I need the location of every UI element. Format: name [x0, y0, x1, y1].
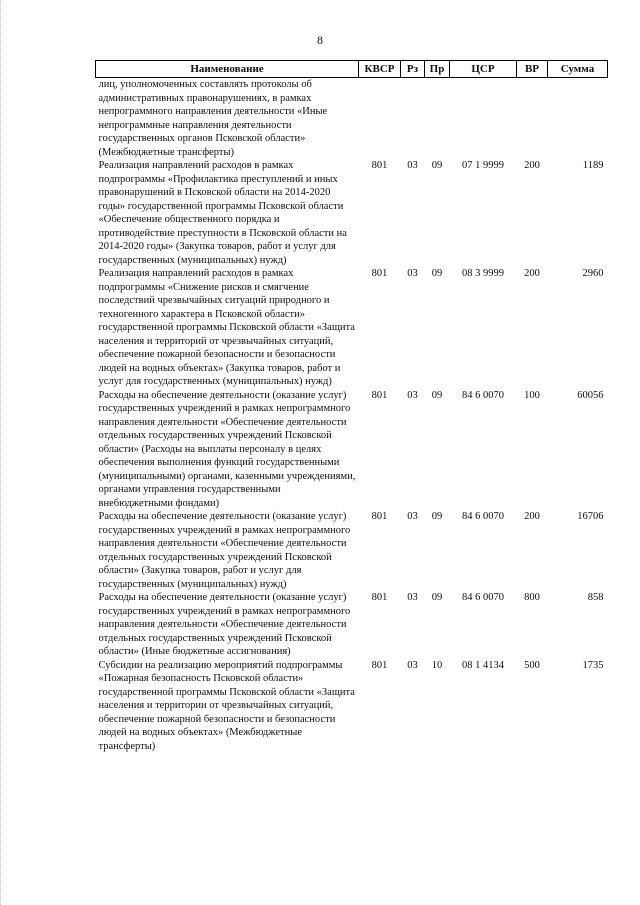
row-kvsr: 801 — [371, 160, 388, 171]
row-vr — [517, 78, 548, 160]
header-pr: Пр — [425, 61, 450, 78]
row-csr: 08 3 9999 — [462, 268, 504, 279]
row-pr — [425, 78, 450, 160]
row-vr: 200 — [524, 160, 540, 171]
row-name: Реализация направлений расходов в рамках подпрограммы «Профилактика преступлений и иных правонарушений в Псковской области на 2014-2020 годы» государственной программы Псковской области «Обеспечение общественного порядка и противодействие преступности в Псковской области на 2014-2020 годы» (Закупка товаров, работ и услуг для государственных (муниципальных) нужд) — [98, 160, 347, 266]
row-kvsr — [359, 78, 401, 160]
row-name: лиц, уполномоченных составлять протоколы об административных правонарушениях, в рамках непрограммного направления деятельности «Иные непрограммные направления деятельности государственных органов Псковской области» (Межбюджетные трансферты) — [98, 79, 328, 158]
row-kvsr: 801 — [371, 592, 388, 603]
row-pr: 09 — [431, 592, 443, 603]
header-kvsr: КВСР — [359, 61, 401, 78]
header-vr: ВР — [517, 61, 548, 78]
row-name: Реализация направлений расходов в рамках подпрограммы «Снижение рисков и смягчение последствий чрезвычайных ситуаций природного и техногенного характера в Псковской области» государственной программы Псковской области «Защита населения и территорий от чрезвычайных ситуаций, обеспечение пожарной безопасности и безопасности людей на водных объектах» (Закупка товаров, работ и услуг для государственных (муниципальных) нужд) — [98, 268, 355, 387]
row-rz: 03 — [407, 659, 418, 671]
row-kvsr: 801 — [371, 268, 388, 279]
row-csr: 84 6 0070 — [462, 389, 504, 401]
table-row — [96, 659, 608, 754]
row-name: Субсидии на реализацию мероприятий подпрограммы «Пожарная безопасность Псковской области» государственной программы Псковской области «Защита населения и территории от чрезвычайных ситуаций, обеспечение пожарной безопасности и безопасности людей на водных объектах» (Межбюджетные трансферты) — [98, 659, 355, 752]
budget-table — [95, 60, 608, 753]
header-name: Наименование — [96, 61, 359, 78]
row-csr: 84 6 0070 — [462, 511, 504, 522]
row-name: Расходы на обеспечение деятельности (оказание услуг) государственных учреждений в рамках непрограммного направления деятельности «Обеспечение деятельности отдельных государственных учреждений Псковской области» (Иные бюджетные ассигнования) — [98, 592, 351, 657]
row-sum — [548, 78, 608, 160]
row-rz: 03 — [407, 389, 418, 401]
row-sum: 16706 — [577, 511, 604, 522]
row-sum: 1735 — [582, 659, 604, 671]
header-rz: Рз — [401, 61, 425, 78]
row-rz: 03 — [407, 511, 418, 522]
row-sum: 1189 — [582, 160, 604, 171]
header-sum: Сумма — [548, 61, 608, 78]
row-sum: 60056 — [577, 389, 604, 401]
row-vr: 500 — [524, 659, 540, 671]
row-kvsr: 801 — [371, 511, 388, 522]
row-pr: 10 — [431, 659, 443, 671]
row-rz: 03 — [407, 160, 418, 171]
table-row — [96, 159, 608, 267]
table-row — [96, 78, 608, 160]
table-row — [96, 389, 608, 511]
row-csr: 07 1 9999 — [462, 160, 504, 171]
table-row — [96, 510, 608, 591]
row-pr: 09 — [431, 160, 443, 171]
row-pr: 09 — [431, 511, 443, 522]
row-vr: 200 — [524, 511, 540, 522]
row-kvsr: 801 — [371, 389, 388, 401]
row-csr: 84 6 0070 — [462, 592, 504, 603]
row-pr: 09 — [431, 268, 443, 279]
row-vr: 100 — [524, 389, 540, 401]
row-csr — [450, 78, 517, 160]
scan-edge — [0, 0, 6, 905]
row-sum: 858 — [587, 592, 604, 603]
row-rz: 03 — [407, 268, 418, 279]
table-row — [96, 591, 608, 659]
page-number: 8 — [317, 33, 323, 47]
row-kvsr: 801 — [371, 659, 388, 671]
row-sum: 2960 — [582, 268, 604, 279]
row-name: Расходы на обеспечение деятельности (оказание услуг) государственных учреждений в рамках непрограммного направления деятельности «Обеспечение деятельности отдельных государственных учреждений Псковской области» (Закупка товаров, работ и услуг для государственных (муниципальных) нужд) — [98, 511, 351, 590]
row-name: Расходы на обеспечение деятельности (оказание услуг) государственных учреждений в рамках непрограммного направления деятельности «Обеспечение деятельности отдельных государственных учреждений Псковской области» (Расходы на выплаты персоналу в целях обеспечения выполнения функций государственными (муниципальными) органами, казенными учреждениями, органами управления государственными внебюджетными фондами) — [98, 389, 356, 509]
row-csr: 08 1 4134 — [462, 659, 504, 671]
row-pr: 09 — [431, 389, 443, 401]
row-rz — [401, 78, 425, 160]
row-rz: 03 — [407, 592, 418, 603]
header-row — [96, 61, 608, 78]
header-csr: ЦСР — [450, 61, 517, 78]
table-row — [96, 267, 608, 389]
row-vr: 800 — [524, 592, 540, 603]
row-vr: 200 — [524, 268, 540, 279]
